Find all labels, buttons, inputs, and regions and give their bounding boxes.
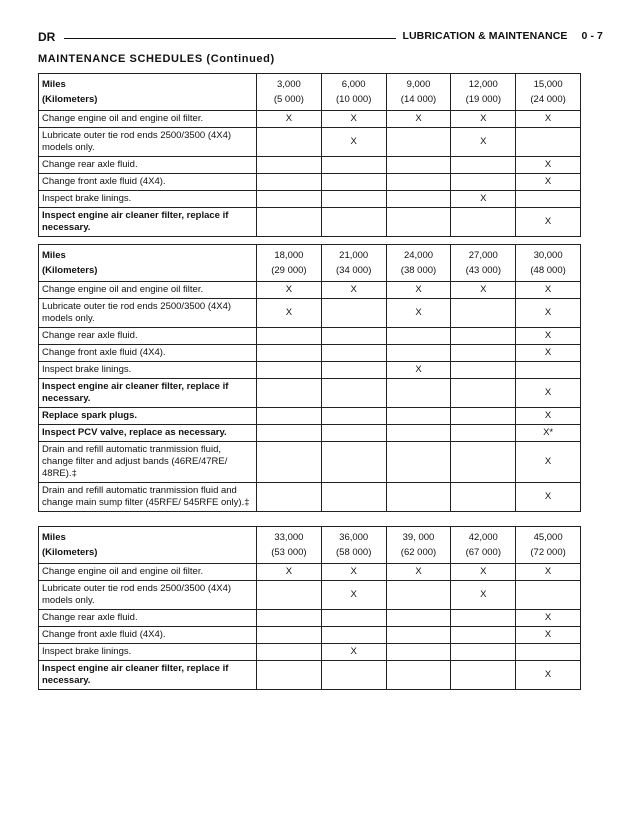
schedule-mark-cell	[451, 328, 516, 345]
schedule-mark-cell: X	[516, 157, 581, 174]
schedule-mark-cell: X	[516, 208, 581, 237]
schedule-mark-cell	[321, 157, 386, 174]
schedule-mark-cell	[451, 644, 516, 661]
interval-km: (62 000)	[400, 547, 437, 558]
schedule-mark-cell: X*	[516, 425, 581, 442]
table-row	[39, 128, 581, 157]
schedule-mark-cell: X	[321, 128, 386, 157]
schedule-mark-cell	[386, 174, 451, 191]
schedule-mark-cell	[451, 174, 516, 191]
interval-header-cell	[516, 245, 581, 282]
schedule-mark-cell: X	[321, 282, 386, 299]
schedule-mark-cell	[257, 610, 322, 627]
schedule-mark-cell: X	[516, 483, 581, 512]
schedule-mark-cell	[257, 208, 322, 237]
section-code: DR	[38, 30, 56, 44]
header-right	[402, 30, 603, 42]
schedule-mark-cell: X	[321, 111, 386, 128]
schedule-mark-cell	[321, 299, 386, 328]
interval-miles: 24,000	[403, 250, 434, 261]
schedule-mark-cell	[257, 644, 322, 661]
table-row	[39, 581, 581, 610]
task-cell: Inspect brake linings.	[39, 191, 257, 208]
interval-km: (5 000)	[273, 94, 304, 105]
schedule-mark-cell	[451, 483, 516, 512]
schedule-mark-cell: X	[386, 362, 451, 379]
schedule-mark-cell: X	[516, 661, 581, 690]
schedule-mark-cell	[451, 362, 516, 379]
interval-km: (10 000)	[336, 94, 372, 105]
page-number: 0 - 7	[581, 30, 603, 42]
schedule-mark-cell	[321, 328, 386, 345]
schedule-mark-cell	[386, 128, 451, 157]
schedule-mark-cell: X	[386, 111, 451, 128]
schedule-mark-cell: X	[257, 111, 322, 128]
schedule-mark-cell: X	[451, 581, 516, 610]
schedule-mark-cell	[451, 379, 516, 408]
schedule-mark-cell	[257, 627, 322, 644]
schedule-mark-cell	[386, 379, 451, 408]
schedule-mark-cell	[321, 483, 386, 512]
interval-header-cell	[386, 527, 451, 564]
task-cell: Inspect engine air cleaner filter, replace if necessary.	[39, 379, 257, 408]
schedule-mark-cell	[386, 483, 451, 512]
interval-km: (34 000)	[336, 265, 372, 276]
task-cell: Inspect engine air cleaner filter, replace if necessary.	[39, 208, 257, 237]
table-row	[39, 483, 581, 512]
schedule-mark-cell: X	[451, 128, 516, 157]
schedule-mark-cell: X	[516, 299, 581, 328]
interval-km: (48 000)	[530, 265, 566, 276]
table-row	[39, 157, 581, 174]
interval-header-cell	[257, 245, 322, 282]
task-cell: Change rear axle fluid.	[39, 610, 257, 627]
schedule-mark-cell	[257, 379, 322, 408]
schedule-mark-cell: X	[516, 328, 581, 345]
schedule-mark-cell	[451, 157, 516, 174]
task-cell: Change engine oil and engine oil filter.	[39, 282, 257, 299]
header-rule	[64, 38, 396, 39]
interval-miles: 39, 000	[402, 532, 435, 543]
schedule-mark-cell	[321, 191, 386, 208]
table-row	[39, 328, 581, 345]
interval-header-cell	[257, 74, 322, 111]
table-row	[39, 425, 581, 442]
schedule-mark-cell	[451, 627, 516, 644]
task-cell: Inspect brake linings.	[39, 362, 257, 379]
table-row	[39, 661, 581, 690]
schedule-mark-cell	[451, 299, 516, 328]
schedule-mark-cell: X	[321, 644, 386, 661]
schedule-mark-cell	[257, 328, 322, 345]
schedule-mark-cell	[386, 408, 451, 425]
schedule-mark-cell	[386, 442, 451, 483]
task-cell: Change engine oil and engine oil filter.	[39, 111, 257, 128]
miles-label: Miles	[42, 532, 66, 543]
schedule-mark-cell	[321, 208, 386, 237]
schedule-mark-cell: X	[386, 564, 451, 581]
interval-km: (19 000)	[465, 94, 501, 105]
interval-miles: 6,000	[341, 79, 366, 90]
schedule-mark-cell: X	[516, 379, 581, 408]
interval-miles: 42,000	[468, 532, 498, 543]
interval-header-cell	[386, 74, 451, 111]
schedule-mark-cell	[516, 581, 581, 610]
section-title: MAINTENANCE SCHEDULES (Continued)	[38, 53, 275, 65]
task-cell: Change engine oil and engine oil filter.	[39, 564, 257, 581]
table-row	[39, 191, 581, 208]
schedule-mark-cell: X	[321, 581, 386, 610]
miles-label-cell	[39, 245, 257, 282]
schedule-mark-cell	[321, 610, 386, 627]
task-cell: Inspect brake linings.	[39, 644, 257, 661]
schedule-mark-cell	[451, 661, 516, 690]
kilometers-label: (Kilometers)	[42, 547, 98, 558]
interval-header-cell	[386, 245, 451, 282]
schedule-mark-cell	[386, 208, 451, 237]
schedule-mark-cell	[321, 442, 386, 483]
schedule-mark-cell: X	[516, 282, 581, 299]
schedule-mark-cell	[257, 408, 322, 425]
schedule-mark-cell	[257, 442, 322, 483]
schedule-mark-cell	[386, 425, 451, 442]
schedule-mark-cell: X	[321, 564, 386, 581]
schedule-mark-cell	[321, 425, 386, 442]
schedule-mark-cell	[257, 345, 322, 362]
interval-miles: 27,000	[468, 250, 498, 261]
interval-km: (14 000)	[400, 94, 437, 105]
schedule-mark-cell: X	[516, 627, 581, 644]
schedule-mark-cell	[516, 362, 581, 379]
interval-miles: 21,000	[339, 250, 369, 261]
schedule-mark-cell	[257, 425, 322, 442]
schedule-mark-cell: X	[516, 564, 581, 581]
schedule-mark-cell	[516, 191, 581, 208]
kilometers-label: (Kilometers)	[42, 265, 98, 276]
interval-header-cell	[321, 74, 386, 111]
schedule-mark-cell	[321, 408, 386, 425]
table-row	[39, 174, 581, 191]
schedule-mark-cell	[386, 644, 451, 661]
task-cell: Inspect engine air cleaner filter, replace if necessary.	[39, 661, 257, 690]
interval-km: (53 000)	[271, 547, 307, 558]
schedule-mark-cell	[257, 581, 322, 610]
schedule-mark-cell: X	[257, 299, 322, 328]
schedule-mark-cell	[321, 661, 386, 690]
schedule-mark-cell	[321, 379, 386, 408]
interval-miles: 36,000	[339, 532, 369, 543]
table-row	[39, 644, 581, 661]
interval-km: (43 000)	[465, 265, 501, 276]
schedule-mark-cell	[451, 425, 516, 442]
page-header	[38, 30, 603, 46]
schedule-mark-cell: X	[451, 564, 516, 581]
interval-km: (38 000)	[400, 265, 437, 276]
table-header-row	[39, 245, 581, 282]
interval-miles: 12,000	[468, 79, 498, 90]
schedule-mark-cell: X	[257, 282, 322, 299]
miles-label-cell	[39, 527, 257, 564]
interval-header-cell	[321, 245, 386, 282]
schedule-mark-cell	[386, 661, 451, 690]
schedule-mark-cell: X	[516, 174, 581, 191]
task-cell: Change rear axle fluid.	[39, 328, 257, 345]
table-row	[39, 282, 581, 299]
interval-header-cell	[451, 74, 516, 111]
chapter-title: LUBRICATION & MAINTENANCE	[402, 30, 568, 42]
task-cell: Change rear axle fluid.	[39, 157, 257, 174]
schedule-mark-cell	[257, 362, 322, 379]
task-cell: Replace spark plugs.	[39, 408, 257, 425]
schedule-mark-cell	[257, 157, 322, 174]
schedule-mark-cell	[386, 345, 451, 362]
schedule-mark-cell: X	[257, 564, 322, 581]
schedule-mark-cell	[257, 483, 322, 512]
table-row	[39, 610, 581, 627]
miles-label: Miles	[42, 79, 66, 90]
task-cell: Inspect PCV valve, replace as necessary.	[39, 425, 257, 442]
schedule-mark-cell	[257, 661, 322, 690]
schedule-mark-cell	[451, 345, 516, 362]
table-row	[39, 299, 581, 328]
table-row	[39, 362, 581, 379]
schedule-mark-cell	[516, 128, 581, 157]
task-cell: Lubricate outer tie rod ends 2500/3500 (4X4) models only.	[39, 299, 257, 328]
table-header-row	[39, 74, 581, 111]
task-cell: Drain and refill automatic tranmission fluid, change filter and adjust bands (46RE/47RE/ 48RE).‡	[39, 442, 257, 483]
table-row	[39, 442, 581, 483]
schedule-mark-cell	[451, 610, 516, 627]
task-cell: Change front axle fluid (4X4).	[39, 174, 257, 191]
interval-miles: 45,000	[533, 532, 563, 543]
interval-km: (67 000)	[465, 547, 501, 558]
interval-km: (72 000)	[530, 547, 566, 558]
schedule-mark-cell	[451, 208, 516, 237]
interval-miles: 9,000	[406, 79, 431, 90]
table-row	[39, 111, 581, 128]
schedule-mark-cell	[386, 157, 451, 174]
interval-miles: 30,000	[533, 250, 563, 261]
schedule-mark-cell: X	[516, 408, 581, 425]
schedule-mark-cell: X	[386, 299, 451, 328]
interval-header-cell	[516, 74, 581, 111]
maintenance-table-1	[38, 73, 581, 237]
interval-miles: 18,000	[274, 250, 304, 261]
interval-header-cell	[516, 527, 581, 564]
interval-header-cell	[321, 527, 386, 564]
schedule-mark-cell: X	[516, 111, 581, 128]
schedule-mark-cell: X	[516, 610, 581, 627]
schedule-mark-cell: X	[451, 282, 516, 299]
table-row	[39, 345, 581, 362]
schedule-mark-cell	[386, 610, 451, 627]
interval-km: (29 000)	[271, 265, 307, 276]
interval-miles: 33,000	[274, 532, 304, 543]
schedule-mark-cell: X	[386, 282, 451, 299]
schedule-mark-cell	[451, 442, 516, 483]
kilometers-label: (Kilometers)	[42, 94, 98, 105]
interval-km: (24 000)	[530, 94, 566, 105]
table-row	[39, 208, 581, 237]
schedule-mark-cell	[321, 174, 386, 191]
miles-label-cell	[39, 74, 257, 111]
maintenance-table-3	[38, 526, 581, 690]
maintenance-table-2	[38, 244, 581, 512]
schedule-mark-cell: X	[516, 345, 581, 362]
schedule-mark-cell	[321, 362, 386, 379]
schedule-mark-cell	[386, 328, 451, 345]
schedule-mark-cell	[451, 408, 516, 425]
interval-header-cell	[451, 527, 516, 564]
interval-header-cell	[257, 527, 322, 564]
task-cell: Drain and refill automatic tranmission fluid and change main sump filter (45RFE/ 545RFE only).‡	[39, 483, 257, 512]
schedule-mark-cell: X	[451, 111, 516, 128]
task-cell: Change front axle fluid (4X4).	[39, 345, 257, 362]
schedule-mark-cell	[386, 627, 451, 644]
table-row	[39, 564, 581, 581]
schedule-mark-cell	[386, 581, 451, 610]
schedule-mark-cell	[386, 191, 451, 208]
interval-km: (58 000)	[336, 547, 372, 558]
schedule-mark-cell	[516, 644, 581, 661]
task-cell: Lubricate outer tie rod ends 2500/3500 (4X4) models only.	[39, 581, 257, 610]
table-row	[39, 379, 581, 408]
task-cell: Change front axle fluid (4X4).	[39, 627, 257, 644]
table-row	[39, 627, 581, 644]
schedule-mark-cell	[321, 345, 386, 362]
schedule-mark-cell: X	[451, 191, 516, 208]
schedule-mark-cell	[257, 191, 322, 208]
table-header-row	[39, 527, 581, 564]
task-cell: Lubricate outer tie rod ends 2500/3500 (4X4) models only.	[39, 128, 257, 157]
interval-miles: 15,000	[533, 79, 563, 90]
schedule-mark-cell	[257, 128, 322, 157]
schedule-mark-cell	[321, 627, 386, 644]
interval-header-cell	[451, 245, 516, 282]
interval-miles: 3,000	[277, 79, 301, 90]
table-row	[39, 408, 581, 425]
schedule-mark-cell	[257, 174, 322, 191]
miles-label: Miles	[42, 250, 66, 261]
schedule-mark-cell: X	[516, 442, 581, 483]
